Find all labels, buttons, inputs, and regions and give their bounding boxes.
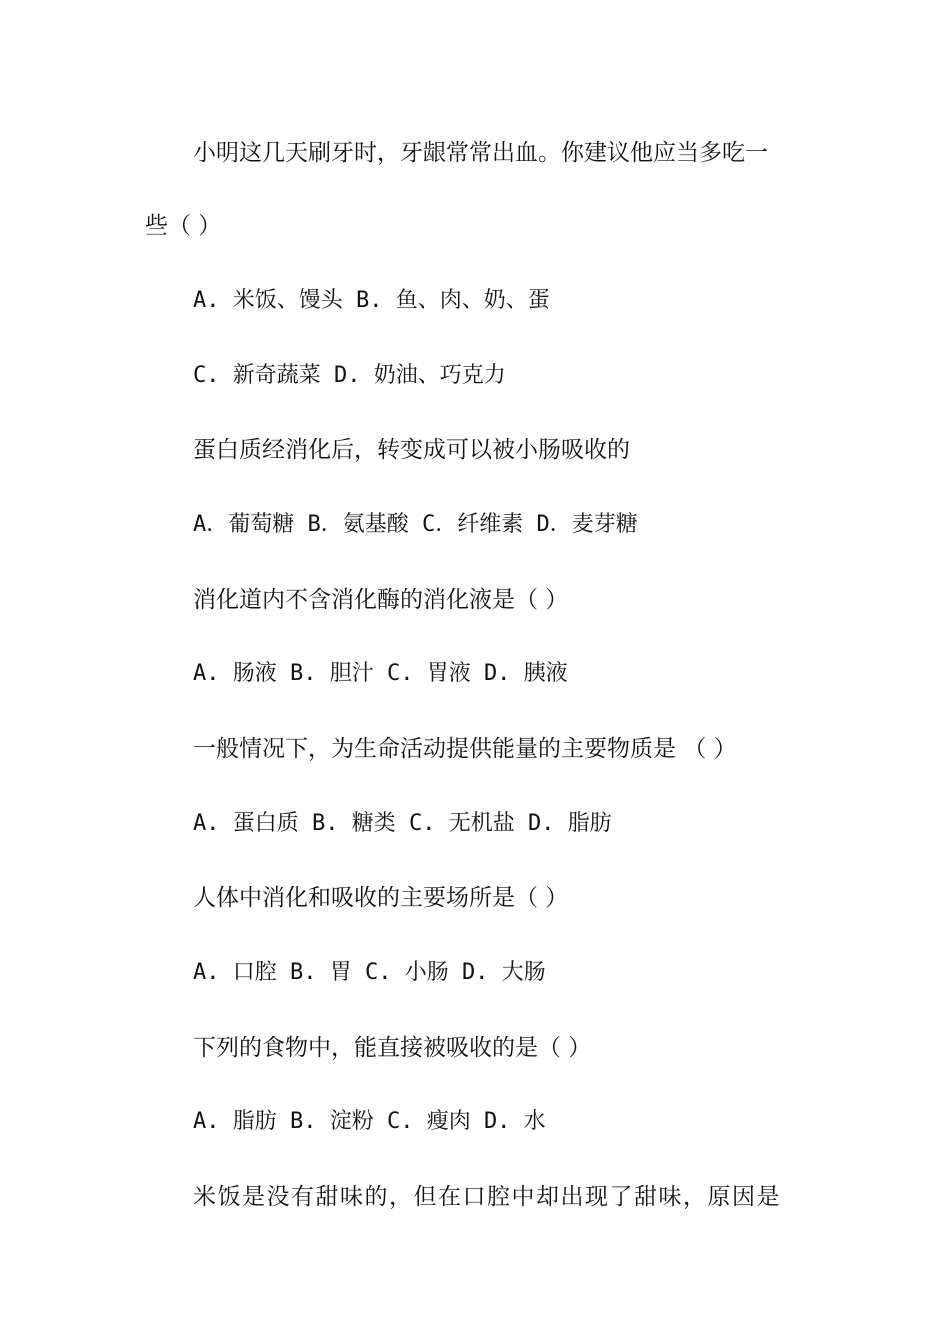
question-3-stem: 消化道内不含消化酶的消化液是（ ） [193, 587, 569, 613]
question-2-stem: 蛋白质经消化后，转变成可以被小肠吸收的 [193, 437, 630, 463]
question-1-options-ab: A. 米饭、馒头 B. 鱼、肉、奶、蛋 [193, 288, 550, 313]
question-3-options: A. 肠液 B. 胆汁 C. 胃液 D. 胰液 [193, 661, 568, 686]
question-6-options: A. 脂肪 B. 淀粉 C. 瘦肉 D. 水 [193, 1109, 546, 1134]
question-5-options: A. 口腔 B. 胃 C. 小肠 D. 大肠 [193, 960, 546, 985]
question-7-stem: 米饭是没有甜味的，但在口腔中却出现了甜味，原因是 [193, 1184, 781, 1210]
question-1-stem: 小明这几天刷牙时，牙龈常常出血。你建议他应当多吃一 [193, 140, 768, 166]
question-1-stem-continued: 些（ ） [145, 213, 222, 239]
question-2-options: A．葡萄糖 B．氨基酸 C．纤维素 D．麦芽糖 [193, 512, 638, 537]
question-4-options: A. 蛋白质 B. 糖类 C. 无机盐 D. 脂肪 [193, 811, 612, 836]
question-4-stem: 一般情况下，为生命活动提供能量的主要物质是 （ ） [193, 736, 737, 762]
question-1-options-cd: C. 新奇蔬菜 D. 奶油、巧克力 [193, 363, 506, 388]
question-6-stem: 下列的食物中，能直接被吸收的是（ ） [193, 1035, 592, 1061]
question-5-stem: 人体中消化和吸收的主要场所是（ ） [193, 885, 569, 911]
